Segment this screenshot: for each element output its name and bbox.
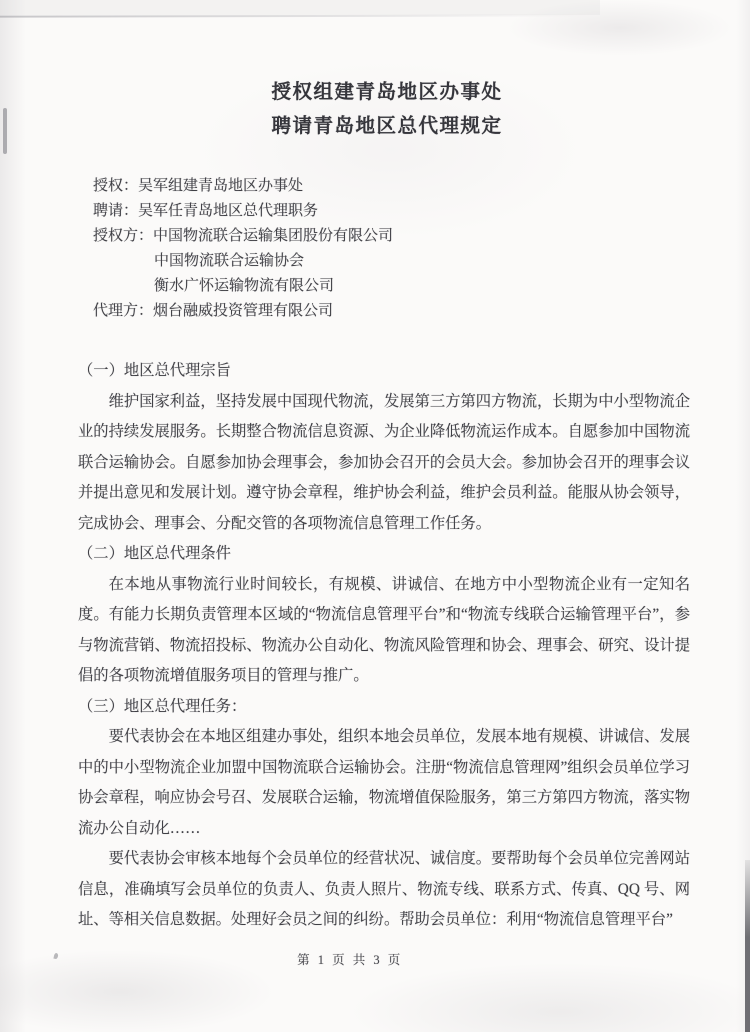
body-paragraph: 在本地从事物流行业时间较长，有规模、讲诚信、在地方中小型物流企业有一定知名度。有能力长期负责管理本区域的“物流信息管理平台”和“物流专线联合运输管理平台”，参与物流营销、物流招投标、物流办公自动化、物流风险管理和协会、理事会、研究、设计提倡的各项物流增值服务项目的管理与推广。 — [78, 575, 690, 684]
section-heading: （三）地区总代理任务： — [78, 697, 247, 715]
header-line-text: 烟台融威投资管理有限公司 — [153, 303, 334, 319]
document-title — [0, 0, 750, 144]
body-paragraph: 要代表协会在本地区组建办事处，组织本地会员单位，发展本地有规模、讲诚信、发展中的中小型物流企业加盟中国物流联合运输协会。注册“物流信息管理网”组织会员单位学习协会章程，响应协会号召、发展联合运输，物流增值保险服务，第三方第四方物流，落实物流办公自动化…… — [78, 728, 690, 837]
section-purpose — [78, 356, 690, 539]
header-line-label: 授权方： — [93, 228, 154, 244]
header-line-agent — [93, 299, 750, 324]
header-line-appoint — [93, 199, 750, 224]
header-line-text: 吴军组建青岛地区办事处 — [138, 178, 304, 194]
document-title-line-2: 聘请青岛地区总代理规定 — [271, 116, 503, 137]
header-line-authorize — [93, 174, 750, 199]
page-number-footer: 第 1 页 共 3 页 — [297, 953, 403, 967]
body-paragraph: 要代表协会审核本地每个会员单位的经营状况、诚信度。要帮助每个会员单位完善网站信息，准确填写会员单位的负责人、负责人照片、物流专线、联系方式、传真、QQ 号、网址、等相关信息数据。处理好会员之间的纠纷。帮助会员单位：利用“物流信息管理平台” — [78, 850, 690, 928]
header-line-authorizer-2 — [93, 249, 750, 274]
header-line-text: 中国物流联合运输协会 — [154, 253, 305, 269]
scan-artifact-left-mark — [3, 108, 7, 154]
document-title-line-1: 授权组建青岛地区办事处 — [271, 82, 503, 103]
section-conditions — [78, 539, 690, 692]
header-line-text: 衡水广怀运输物流有限公司 — [154, 278, 335, 294]
document-body — [78, 356, 690, 936]
header-line-authorizer — [93, 224, 750, 249]
section-heading: （二）地区总代理条件 — [78, 545, 231, 562]
authorization-header-block — [93, 174, 750, 324]
header-line-label: 授权： — [93, 178, 139, 194]
section-tasks — [78, 692, 690, 936]
body-paragraph: 维护国家利益，坚持发展中国现代物流，发展第三方第四方物流，长期为中小型物流企业的持续发展服务。长期整合物流信息资源、为企业降低物流运作成本。自愿参加中国物流联合运输协会。自愿参加协会理事会，参加协会召开的会员大会。参加协会召开的理事会议并提出意见和发展计划。遵守协会章程，维护协会利益，维护会员利益。能服从协会领导，完成协会、理事会、分配交管的各项物流信息管理工作任务。 — [78, 392, 690, 532]
scan-artifact-top-shade — [0, 0, 600, 15]
scan-artifact-right-edge — [745, 860, 750, 1032]
header-line-label: 代理方： — [93, 303, 154, 319]
header-line-text: 中国物流联合运输集团股份有限公司 — [153, 228, 394, 244]
header-line-authorizer-3 — [93, 274, 750, 299]
header-line-text: 吴军任青岛地区总代理职务 — [138, 203, 319, 219]
section-heading: （一）地区总代理宗旨 — [78, 362, 231, 379]
header-line-label: 聘请： — [93, 203, 139, 219]
